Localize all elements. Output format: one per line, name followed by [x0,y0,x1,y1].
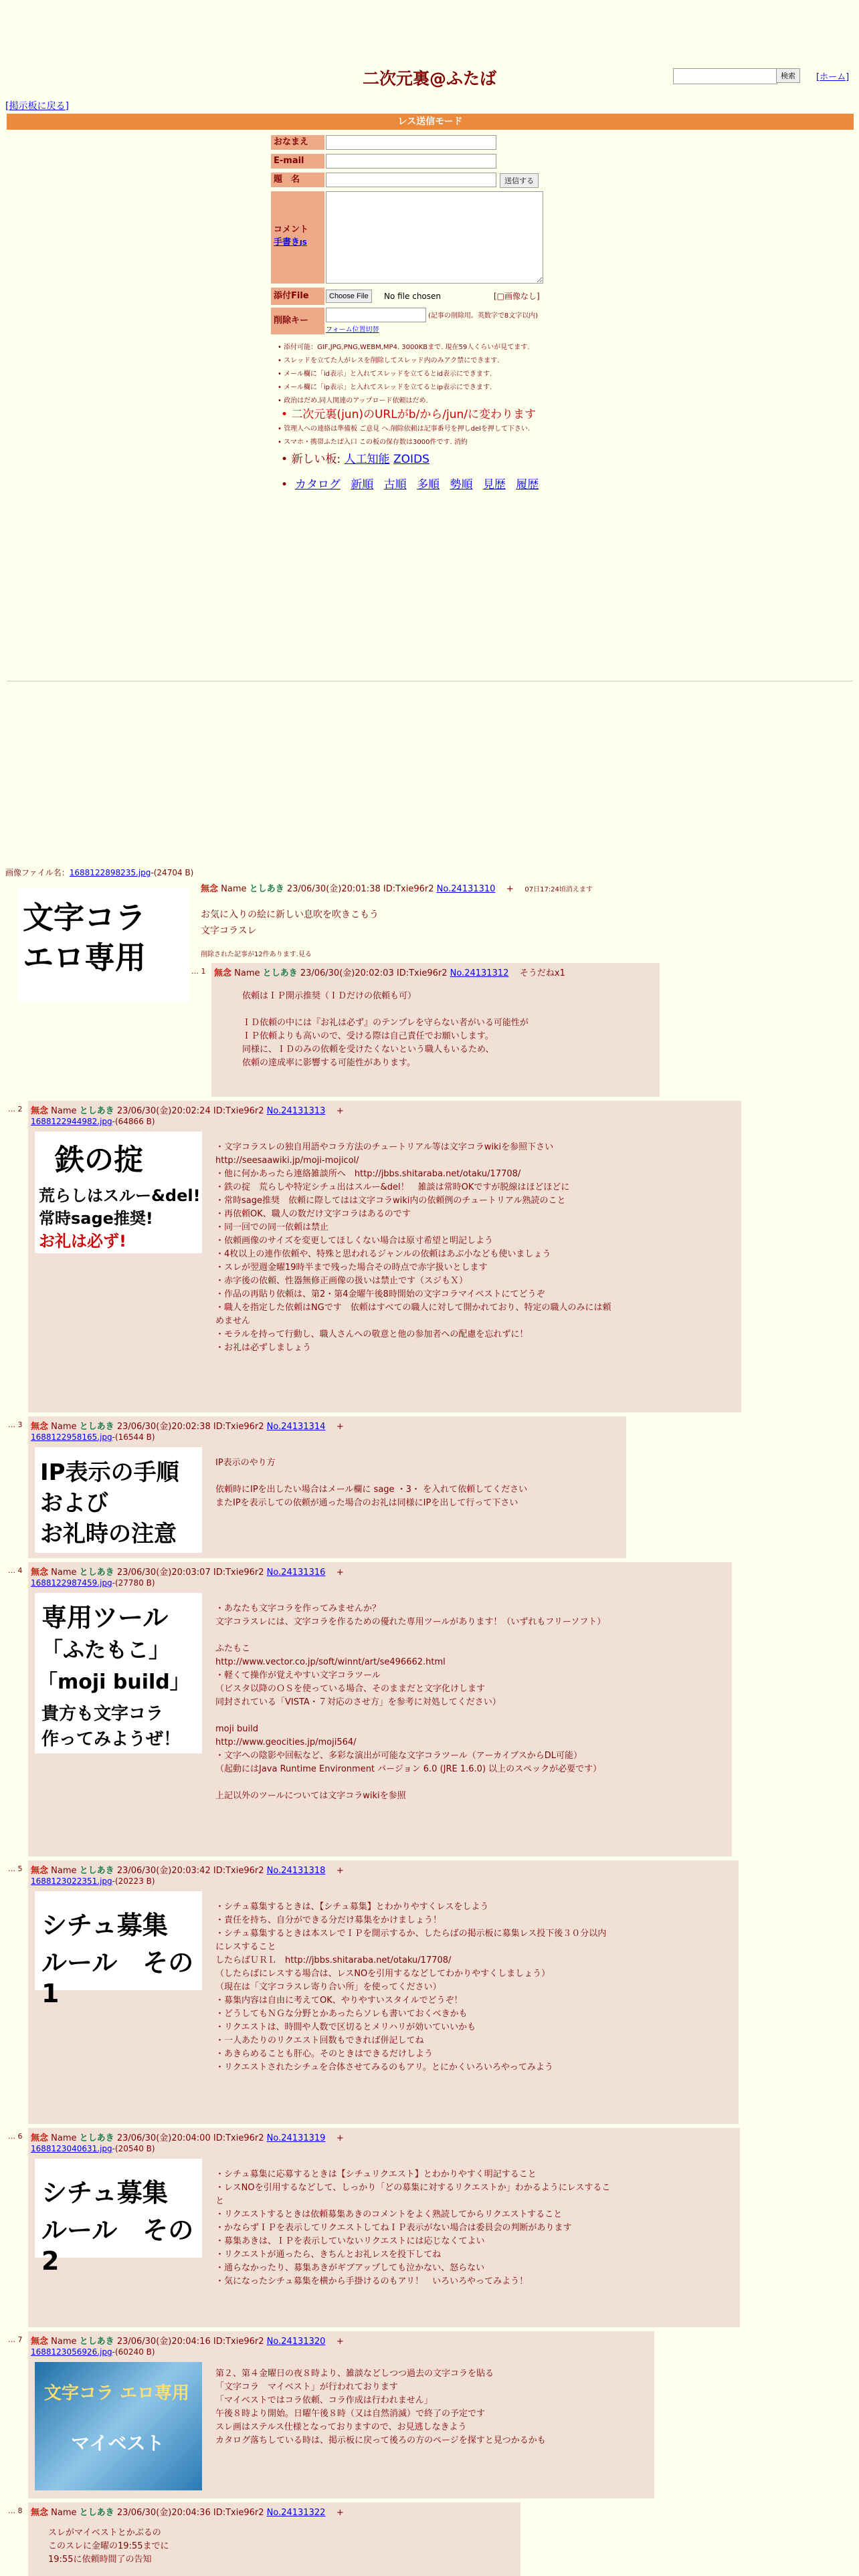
post-date: 23/06/30(金)20:04:00 ID:Txie96r2 [116,2133,264,2143]
post-date: 23/06/30(金)20:04:36 ID:Txie96r2 [116,2508,264,2518]
expire-time: 07日17:24頃消えます [524,886,593,893]
post-date: 23/06/30(金)20:02:03 ID:Txie96r2 [300,968,448,978]
post-date: 23/06/30(金)20:02:38 ID:Txie96r2 [116,1422,264,1432]
comment-label-cell [271,191,324,284]
reply-body: 依頼はＩＰ開示推奨（ＩＤだけの依頼も可） ＩＤ依頼の中には『お礼は必ず』のテンプレを守らない者がいる可能性が ＩＰ依頼よりも高いので、受ける際は自己責任でお願いします。 同様に、ＩＤのみの依頼を受けたくないという職人もいるため、 依頼の達成率に影響する可能性があります。 [242,991,529,1068]
name-field[interactable] [326,135,496,150]
reply-index-number: 5 [17,1864,23,1873]
post-name: としあき [249,884,284,894]
thumb-text: 文字コラ [23,899,146,936]
reply-header [31,1419,344,1432]
post-number-link[interactable]: No.24131319 [266,2133,326,2143]
reply-index-number: 7 [17,2335,23,2344]
post-subject: 無念 [31,2133,49,2143]
file-size: -(16544 B) [112,1432,155,1442]
email-label: E-mail [271,154,324,169]
handwrite-link[interactable]: 手書き [274,237,300,247]
file-size: -(20223 B) [112,1876,155,1886]
note-item: • メール欄に「ip表示」と入れてスレッドを立てるとip表示にできます. [278,381,529,395]
file-label: 画像ファイル名： [5,868,70,877]
thumb-text: 貴方も文字コラ [41,1704,164,1724]
name-label: Name [51,1422,77,1432]
name-label: Name [51,2133,77,2143]
post-subject: 無念 [31,1568,49,1578]
reply-thumbnail[interactable] [35,2159,202,2276]
reply-file-line [31,1876,155,1886]
post-number-link[interactable]: No.24131320 [266,2337,326,2347]
post-number-link[interactable]: No.24131310 [436,884,496,894]
thumb-text: お礼時の注意 [40,1521,177,1547]
reply-header [31,2334,344,2347]
post-subject: 無念 [31,1422,49,1432]
reply-body: ・あなたも文字コラを作ってみませんか？ 文字コラスレには、文字コラを作るための優れた専用ツールがあります！（いずれもフリーソフト） ふたもこ http://www.vector.co.jp/soft/winnt/art/se496662.html ・軽くて操作が覚えやすい文字コラツール （ビスタ以降のＯＳを使っている場合、そのままだと文字化けします 同封されている「VISTA・７対応のさせ方」を参考に対処してください） moji build http://www.geocities.jp/moji564/ ・文字への陰影や回転など、多彩な演出が可能な文字コラツール（アーカイブスからDL可能） （起動にはJava Runtime Environment バージョン 6.0 (JRE 1.6.0) 以上のスペックが必要です） 上記以外のツールについては文字コラwikiを参照 [215,1604,606,1801]
subject-label: 題 名 [271,173,324,187]
op-file-link[interactable]: 1688122898235.jpg [69,868,151,877]
post-number-link[interactable]: No.24131312 [450,968,509,978]
file-label: 添付File [271,288,324,305]
thumb-text: および [40,1490,108,1517]
thumb-text: エロ専用 [23,940,146,976]
reply-file-link[interactable]: 1688123056926.jpg [31,2347,112,2357]
plus-button[interactable]: + [336,1106,344,1116]
comment-field[interactable] [326,191,543,284]
post-date: 23/06/30(金)20:04:16 ID:Txie96r2 [116,2337,264,2347]
post-subject: 無念 [31,2337,49,2347]
new-boards: • 新しい板: 人工知能 ZOIDS [281,453,430,466]
new-board-link[interactable]: 人工知能 [344,453,390,466]
post-date: 23/06/30(金)20:03:07 ID:Txie96r2 [116,1568,264,1578]
post-name: としあき [262,968,298,978]
post-subject: 無念 [214,968,232,978]
reply-header [31,1103,344,1116]
post-name: としあき [79,1106,114,1116]
page-title: 二次元裏@ふたば [362,69,496,88]
comment-label: コメント [274,225,309,235]
reply-index-number: 4 [17,1566,23,1575]
op-body: お気に入りの絵に新しい息吹を吹きこもう 文字コラスレ [201,909,379,936]
name-label: Name [51,1866,77,1876]
file-size: -(24704 B) [151,868,194,877]
reply-thumbnail[interactable] [35,1593,202,1753]
sort-many-link[interactable]: 多順 [417,478,440,492]
post-subject: 無念 [31,1106,49,1116]
js-link[interactable]: JS [300,239,307,247]
reply-index-number: 3 [17,1420,23,1429]
post-number-link[interactable]: No.24131316 [266,1568,326,1578]
delkey-note: (記事の削除用。英数字で8文字以内) [428,312,539,320]
no-file-text: No file chosen [384,292,442,301]
reply-post [28,2331,654,2498]
reply-index: … 5 [8,1864,23,1873]
search-button[interactable]: 検索 [776,68,800,83]
thumb-text: 専用ツール [41,1603,169,1632]
reply-post [28,1860,739,2124]
plus-button[interactable]: + [336,1568,344,1578]
reply-post [28,2502,520,2576]
post-number-link[interactable]: No.24131313 [266,1106,326,1116]
file-size: -(27780 B) [112,1578,155,1588]
reply-thumbnail[interactable] [35,2362,202,2490]
post-subject: 無念 [201,884,219,894]
reply-post [28,2128,740,2327]
board-notes-2 [278,423,530,449]
reply-header [31,2131,344,2143]
reply-file-link[interactable]: 1688123040631.jpg [31,2144,112,2153]
reply-file-link[interactable]: 1688122944982.jpg [31,1117,112,1126]
thumb-text: お礼は必ず! [39,1232,126,1251]
reply-index-number: 6 [17,2132,23,2141]
reply-file-link[interactable]: 1688123022351.jpg [31,1876,112,1886]
reply-body: スレがマイベストとかぶるの このスレに金曜の19:55までに 19:55に依頼時間了の告知 [48,2528,169,2565]
post-name: としあき [79,2337,114,2347]
reply-index-number: 8 [17,2506,23,2515]
name-label: Name [234,968,260,978]
deleted-note: 削除された記事が12件あります.見る [201,951,312,958]
note-item: • 添付可能：GIF,JPG,PNG,WEBM,MP4. 3000KBまで. 現在59人くらいが見てます. [278,341,529,354]
thumb-text: シチュ募集 [41,2178,168,2208]
note-item: • 管理人への連絡は準備板 ご意見 へ.削除依頼は記事番号を押しdelを押して下さい. [278,423,530,436]
back-to-board-link[interactable]: [掲示板に戻る] [5,101,69,112]
name-label: おなまえ [271,135,324,150]
name-label: Name [51,1568,77,1578]
sort-momentum-link[interactable]: 勢順 [450,478,473,492]
reply-body: IP表示のやり方 依頼時にIPを出したい場合はメール欄に sage ・3・ を入れて依頼してください またIPを表示しての依頼が通った場合のお礼は同様にIPを出して行って下さい [215,1458,528,1508]
reply-file-line [31,2347,155,2357]
post-subject: 無念 [31,2508,49,2518]
op-header [201,881,593,894]
note-item: • スマホ・携帯ふたば入口 この板の保存数は3000件です. 消約 [278,436,530,449]
post-number-link[interactable]: No.24131322 [266,2508,326,2518]
name-label: Name [51,1106,77,1116]
reply-header [31,1565,344,1578]
domain-notice-text: 二次元裏(jun)のURLがb/から/jun/に変わります [291,408,536,421]
home-link[interactable]: [ホーム] [816,72,850,82]
file-size: -(20540 B) [112,2144,155,2153]
reply-index: … 3 [8,1420,23,1429]
search-input[interactable] [673,68,777,84]
post-number-link[interactable]: No.24131314 [266,1422,326,1432]
name-label: Name [51,2337,77,2347]
plus-button[interactable]: + [506,884,514,894]
name-label: Name [51,2508,77,2518]
thumb-text: 常時sage推奨! [39,1209,153,1228]
reply-body: 第２、第４金曜日の夜８時より、雑談などしつつ過去の文字コラを貼る 「文字コラ マイベスト」が行われております 「マイベストではコラ依頼、コラ作成は行われません」 午後８時より開始。日曜午後８時（又は自然消滅）で終了の予定です スレ画はステルス仕様となっておりますので、お見逃しなきよう カタログ落ちしている時は、掲示板に戻って後ろの方のページを探すと見つかるかも [215,2369,546,2446]
reply-post [28,1101,741,1412]
thumb-text: 作ってみようぜ！ [41,1729,181,1749]
note-item: • スレッドを立てた人がレスを削除してスレッド内のみアク禁にできます. [278,354,529,368]
reply-body: ・文字コラスレの独自用語やコラ方法のチュートリアル等は文字コラwikiを参照下さい http://seesaawiki.jp/moji-mojicol/ ・他に何かあったら連絡雑談所へ http://jbbs.shitaraba.net/otaku/17708/ ・鉄の掟 荒らしや特定シチュ出はスルー&del！ 雑談は常時OKですが脱線はほどほどに ・常時sage推奨 依頼に際してはは文字コラwiki内の依頼例のチュートリアル熟読のこと ・再依頼OK、職人の数だけ文字コラはあるのです ・同一回での同一依頼は禁止 ・依頼画像のサイズを変更してほしくない場合は原寸希望と明記しよう ・4枚以上の連作依頼や、特殊と思われるジャンルの依頼はあぶ小なども使いましょう ・スレが翌週金曜19時半まで残った場合その時点で赤字扱いとします ・赤字後の依頼、性器無修正画像の扱いは禁止です（スジもＸ） ・作品の再貼り依頼は、第2・第4金曜午後8時開始の文字コラマイベストにてどうぞ ・職人を指定した依頼はNGです 依頼はすべての職人に対して開かれており、特定の職人のみには頼 めません ・モラルを持って行動し、職人さんへの敬意と他の参加者への配慮を忘れずに！ ・お礼は必ずしましょう [215,1142,611,1353]
thumb-text: 「moji build」 [37,1671,190,1694]
board-notes [278,341,529,408]
post-subject: 無念 [31,1866,49,1876]
catalog-links: • カタログ 新順 古順 多順 勢順 見歴 履歴 [281,478,539,492]
thumb-text: IP表示の手順 [40,1459,179,1486]
reply-thumbnail[interactable] [35,1447,202,1553]
form-switch-link[interactable]: フォーム位置切替 [326,326,379,334]
reply-post [28,1562,732,1856]
post-name: としあき [79,2133,114,2143]
reply-post [211,963,660,1097]
post-name: としあき [79,1568,114,1578]
reply-file-line [31,1432,155,1442]
post-name: としあき [79,2508,114,2518]
note-item: • メール欄に「id表示」と入れてスレッドを立てるとid表示にできます. [278,368,529,381]
reply-header [214,966,565,978]
reply-file-line [31,1117,155,1126]
new-board-link[interactable]: ZOIDS [393,453,430,466]
post-name: としあき [79,1422,114,1432]
email-field[interactable] [326,154,496,169]
reply-thumbnail[interactable] [35,1132,202,1253]
thumb-text: 荒らしはスルー&del! [39,1186,201,1205]
reply-mode-bar: レス送信モード [7,114,854,130]
sort-new-link[interactable]: 新順 [351,478,374,492]
plus-button[interactable]: + [336,1866,344,1876]
reply-header [31,2505,344,2518]
reply-index: … 2 [8,1105,23,1113]
file-size: -(60240 B) [112,2347,155,2357]
reply-index: … 7 [8,2335,23,2344]
thumb-text: 鉄の掟 [55,1143,143,1177]
catalog-link[interactable]: カタログ [294,478,341,492]
new-boards-label: 新しい板: [291,453,345,466]
thumb-text: 文字コラ エロ専用 [44,2383,190,2403]
note-item: • 政治はだめ.同人関連のアップロード依頼はだめ. [278,395,529,408]
reply-post [28,1416,626,1558]
op-thumbnail[interactable] [17,888,190,1003]
reply-header [31,1863,344,1876]
reply-index: … 1 [191,967,206,976]
reply-body: ・シチュ募集するときは、【シチュ募集】とわかりやすくレスをしよう ・責任を持ち、自分ができる分だけ募集をかけましょう！ ・シチュ募集するときは本スレでＩＰを開示するか、したらばの掲示板に募集レス投下後３０分以内 にレスすること したらばＵＲＬ http://jbbs.shitaraba.net/otaku/17708/ （したらばにレスする場合は、レスNOを引用するなどしてわかりやすくしましょう） （現在は「文字コラスレ寄り合い所」を使ってください） ・募集内容は自由に考えてOK、やりやすいスタイルでどうぞ！ ・どうしてもＮＧな分野とかあったらソレも書いておくべきかも ・リクエストは、時間や人数で区切るとメリハリが効いていいかも ・一人あたりのリクエスト回数もできれば併記してね ・あきらめることも肝心。そのときはできるだけしよう ・リクエストされたシチュを合体させてみるのもアリ。とにかくいろいろやってみよう [215,1902,607,2072]
thumb-text: 「ふたもこ」 [41,1637,171,1662]
delkey-label: 削除キー [271,308,324,334]
reply-file-link[interactable]: 1688122987459.jpg [31,1578,112,1588]
subject-field[interactable] [326,173,496,187]
thumb-text: シチュ募集 [41,1911,168,1940]
delete-key-field[interactable] [326,308,426,322]
reply-index: … 4 [8,1566,23,1575]
post-date: 23/06/30(金)20:01:38 ID:Txie96r2 [286,884,434,894]
post-number-link[interactable]: No.24131318 [266,1866,326,1876]
sort-old-link[interactable]: 古順 [383,478,407,492]
reply-file-line [31,1578,155,1588]
view-history-link[interactable]: 見歴 [482,478,506,492]
reply-index: … 6 [8,2132,23,2141]
reply-thumbnail[interactable] [35,1891,202,2008]
post-date: 23/06/30(金)20:03:42 ID:Txie96r2 [116,1866,264,1876]
history-link[interactable]: 履歴 [516,478,539,492]
reply-body: ・シチュ募集に応募するときは【シチュリクエスト】とわかりやすく明記すること ・レスNOを引用するなどして、しっかり「どの募集に対するリクエストか」わかるようにレスするこ と ・リクエストするときは依頼募集あきのコメントをよく熟読してからリクエストすること ・かならずＩＰを表示してリクエストしてねＩＰ表示がない場合は委員会の判断があります ・募集あきは、ＩＰを表示していないリクエストには応じなくてよい ・リクエストが通ったら、きちんとお礼レスを投下してね ・通らなかったり、募集あきがギブアップしても泣かない、怒らない ・気になったシチュ募集を横から手掛けるのもアリ！ いろいろやってみよう！ [215,2169,611,2286]
thumb-text: ルール その1 [41,1948,194,2008]
domain-notice: • 二次元裏(jun)のURLがb/から/jun/に変わります [281,408,536,421]
post-name: としあき [79,1866,114,1876]
plus-button[interactable]: + [336,2133,344,2143]
thumb-text: ルール その2 [41,2216,194,2276]
no-image-checkbox[interactable]: [□画像なし] [494,292,540,301]
name-label: Name [221,884,247,894]
plus-button[interactable]: + [336,1422,344,1432]
reply-file-line [31,2144,155,2153]
reply-index-number: 2 [17,1105,23,1113]
reply-index-number: 1 [201,967,206,976]
reply-index: … 8 [8,2506,23,2515]
plus-button[interactable]: + [336,2508,344,2518]
sodane-button[interactable]: そうだねx1 [519,968,565,978]
plus-button[interactable]: + [336,2337,344,2347]
choose-file-button[interactable]: Choose File [326,290,372,303]
op-file-line [5,867,193,878]
post-date: 23/06/30(金)20:02:24 ID:Txie96r2 [116,1106,264,1116]
file-size: -(64866 B) [112,1117,155,1126]
reply-file-link[interactable]: 1688122958165.jpg [31,1432,112,1442]
submit-button[interactable]: 送信する [500,173,539,188]
thumb-text: マイベスト [71,2432,165,2454]
